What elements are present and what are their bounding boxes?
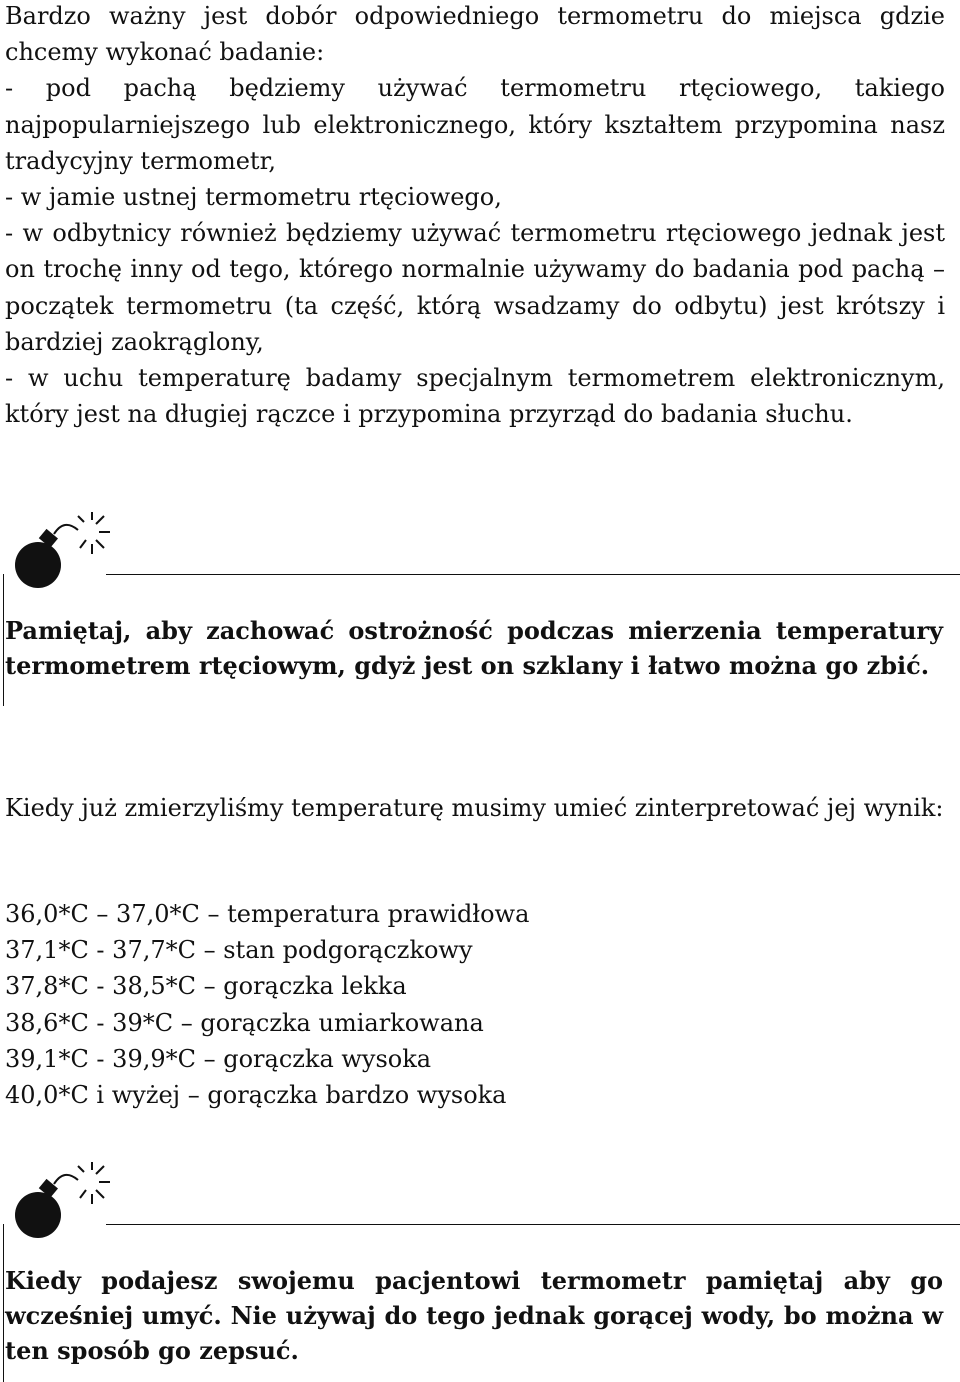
intro-item-ear: - w uchu temperaturę badamy specjalnym termometrem elektronicznym, który jest na długiej rączce i przypomina przyrząd do badania słuchu. — [5, 364, 945, 429]
intro-item-rectal: - w odbytnicy również będziemy używać termometru rtęciowego jednak jest on trochę inny od tego, którego normalnie używamy do badania pod pachą – początek termometru (ta część, którą wsadzamy do odbytu) jest krótszy i bardziej zaokrąglony, — [5, 219, 945, 356]
intro-item-mouth: - w jamie ustnej termometru rtęciowego, — [5, 183, 502, 212]
warning-top-rule — [106, 574, 960, 575]
scale-item-moderate: 38,6*C - 39*C – gorączka umiarkowana — [5, 1008, 484, 1037]
bomb-icon — [4, 1160, 114, 1240]
scale-item-high: 39,1*C - 39,9*C – gorączka wysoka — [5, 1044, 432, 1073]
warning-text-1: Pamiętaj, aby zachować ostrożność podczas mierzenia temperatury termometrem rtęciowym, gdyż jest on szklany i łatwo można go zbić. — [5, 616, 943, 680]
interpretation-lead: Kiedy już zmierzyliśmy temperaturę musimy umieć zinterpretować jej wynik: — [5, 794, 944, 822]
scale-item-mild: 37,8*C - 38,5*C – gorączka lekka — [5, 972, 407, 1001]
temperature-scale-list — [5, 896, 529, 1113]
warning-top-rule — [106, 1224, 960, 1225]
intro-section — [5, 0, 945, 432]
warning-left-rule — [3, 574, 4, 706]
warning-left-rule — [3, 1224, 4, 1382]
warning-box-2 — [0, 1160, 960, 1382]
warning-text-2: Kiedy podajesz swojemu pacjentowi termometr pamiętaj aby go wcześniej umyć. Nie używaj do tego jednak gorącej wody, bo można w ten sposób go zepsuć. — [5, 1266, 943, 1365]
intro-item-armpit: - pod pachą będziemy używać termometru rtęciowego, takiego najpopularniejszego lub elektronicznego, który kształtem przypomina nasz tradycyjny termometr, — [5, 74, 945, 175]
scale-item-very-high: 40,0*C i wyżej – gorączka bardzo wysoka — [5, 1081, 507, 1110]
intro-lead: Bardzo ważny jest dobór odpowiedniego termometru do miejsca gdzie chcemy wykonać badanie: — [5, 2, 945, 67]
bomb-icon — [4, 510, 114, 590]
scale-item-normal: 36,0*C – 37,0*C – temperatura prawidłowa — [5, 900, 530, 928]
warning-box-1 — [0, 510, 960, 710]
scale-item-subfebrile: 37,1*C - 37,7*C – stan podgorączkowy — [5, 936, 473, 965]
